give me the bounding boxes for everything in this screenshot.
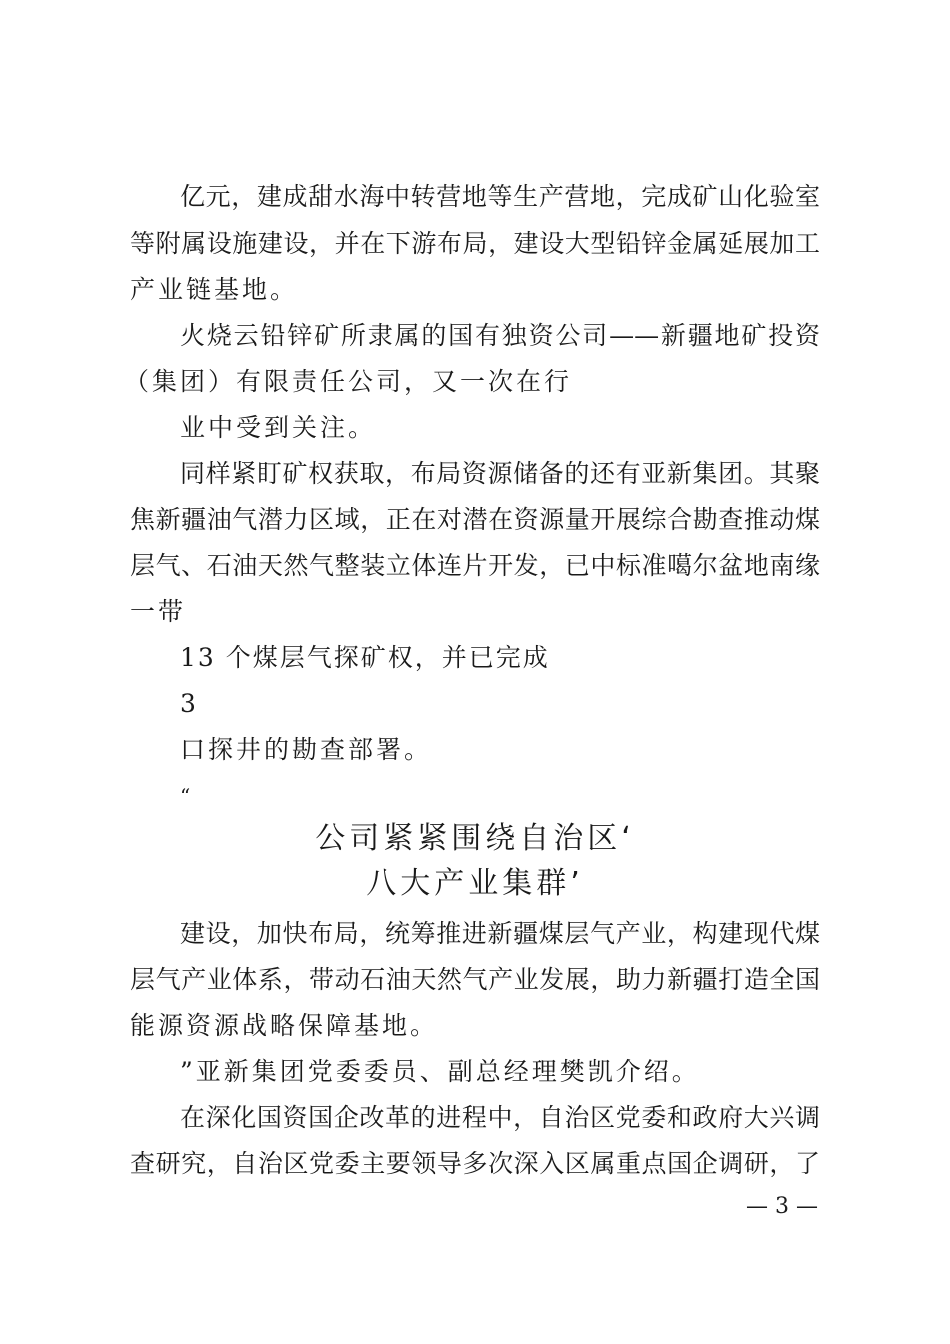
paragraph-line: 业中受到关注。	[180, 413, 377, 442]
paragraph-line: 层气产业体系，带动石油天然气产业发展，助力新疆打造全国	[130, 965, 820, 994]
paragraph-line: 建设，加快布局，统筹推进新疆煤层气产业，构建现代煤	[180, 919, 820, 948]
paragraph-line: 一带	[130, 597, 187, 626]
paragraph-line: 能源资源战略保障基地。	[130, 1011, 439, 1040]
paragraph-line: 产业链基地。	[130, 275, 299, 304]
paragraph-line: 13 个煤层气探矿权，并已完成	[180, 643, 550, 672]
paragraph-line: 等附属设施建设，并在下游布局，建设大型铅锌金属延展加工	[130, 229, 820, 258]
paragraph-line: 亿元，建成甜水海中转营地等生产营地，完成矿山化验室	[180, 182, 820, 211]
paragraph-line: 查研究，自治区党委主要领导多次深入区属重点国企调研，了	[130, 1149, 820, 1178]
paragraph-line: 火烧云铅锌矿所隶属的国有独资公司——新疆地矿投资	[180, 321, 820, 350]
paragraph-line: 层气、石油天然气整装立体连片开发，已中标准噶尔盆地南缘	[130, 551, 820, 580]
paragraph-line: 同样紧盯矿权获取，布局资源储备的还有亚新集团。其聚	[180, 459, 820, 488]
paragraph-line: 口探井的勘查部署。	[180, 735, 433, 764]
paragraph-line: ”亚新集团党委委员、副总经理樊凯介绍。	[180, 1057, 700, 1086]
paragraph-line: 在深化国资国企改革的进程中，自治区党委和政府大兴调	[180, 1103, 820, 1132]
page-number: — 3 —	[746, 1194, 818, 1219]
section-heading-line: 公司紧紧围绕自治区‘	[315, 821, 635, 856]
opening-quote-mark: “	[180, 784, 191, 808]
paragraph-line: （集团）有限责任公司，又一次在行	[124, 367, 573, 396]
section-heading-line: 八大产业集群’	[366, 866, 584, 901]
paragraph-line: 焦新疆油气潜力区域，正在对潜在资源量开展综合勘查推动煤	[130, 505, 820, 534]
paragraph-line: 3	[180, 689, 199, 718]
